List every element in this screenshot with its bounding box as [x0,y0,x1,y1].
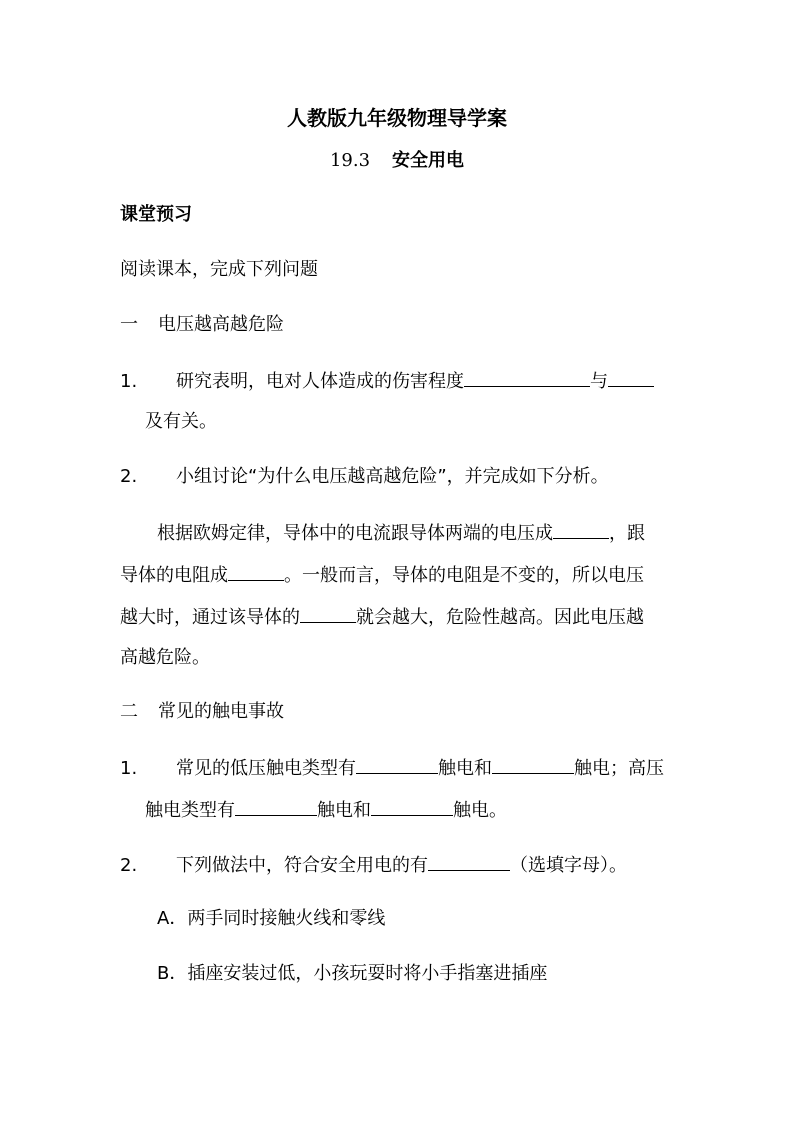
answer-blank[interactable] [356,755,438,774]
para-text: ，跟 [609,523,645,544]
para-text: 越大时，通过该导体的 [120,607,300,628]
para-text: 。一般而言，导体的电阻是不变的，所以电压 [284,565,644,586]
part1-para-line1 [157,520,645,546]
q-text: 触电和 [317,800,371,821]
answer-blank[interactable] [235,797,317,816]
q-text: 触电和 [438,758,492,779]
part2-q2 [120,852,627,878]
section-number: 19.3 [329,150,371,171]
q-text: 常见的低压触电类型有 [176,758,356,779]
q-text: 下列做法中，符合安全用电的有 [176,855,428,876]
part1-q2-num: 2. [120,466,138,487]
part1-q1-line1 [120,368,654,394]
part1-q1-num: 1. [120,371,138,392]
answer-blank[interactable] [553,520,609,539]
answer-blank[interactable] [428,852,510,871]
option-text: 两手同时接触火线和零线 [187,908,386,929]
part1-q1-text-a: 研究表明，电对人体造成的伤害程度 [176,371,464,392]
part1-q1-text-b: 与 [590,371,608,392]
part2-heading-num: 二 [120,701,138,722]
answer-blank[interactable] [492,755,574,774]
part2-heading [120,700,284,724]
part1-para-line4: 高越危险。 [120,647,210,668]
part1-heading-num: 一 [120,314,138,335]
preview-heading: 课堂预习 [120,204,192,225]
part2-q1-line1 [120,755,664,781]
answer-blank[interactable] [371,797,453,816]
part1-para-line2 [120,562,644,588]
option-text: 插座安装过低，小孩玩耍时将小手指塞进插座 [187,963,548,984]
q-text: 触电类型有 [145,800,235,821]
para-text: 根据欧姆定律，导体中的电流跟导体两端的电压成 [157,523,553,544]
section-heading [0,149,794,173]
section-title: 安全用电 [392,150,465,171]
option-label: B． [157,963,188,984]
answer-blank[interactable] [228,562,284,581]
para-text: 导体的电阻成 [120,565,228,586]
answer-blank[interactable] [300,604,356,623]
part1-heading-text: 电压越高越危险 [158,314,284,335]
answer-blank[interactable] [464,368,590,387]
option-b[interactable] [157,962,547,986]
part2-q1-line2 [145,797,507,823]
q-text: （选填字母）。 [510,855,627,876]
part1-para-line3 [120,604,644,630]
q-text: 触电；高压 [574,758,664,779]
part2-q2-num: 2. [120,855,138,876]
part2-q1-num: 1. [120,758,138,779]
part1-q2-text: 小组讨论“为什么电压越高越危险”，并完成如下分析。 [176,466,609,487]
part1-q1-line2: 及有关。 [145,411,217,432]
option-label: A． [157,908,188,929]
part1-heading [120,313,284,337]
part1-q2 [120,465,609,489]
answer-blank[interactable] [608,368,654,387]
preview-intro: 阅读课本，完成下列问题 [120,259,318,280]
q-text: 触电。 [453,800,507,821]
option-a[interactable] [157,907,385,931]
document-title: 人教版九年级物理导学案 [287,106,507,130]
para-text: 就会越大，危险性越高。因此电压越 [356,607,644,628]
part2-heading-text: 常见的触电事故 [158,701,284,722]
